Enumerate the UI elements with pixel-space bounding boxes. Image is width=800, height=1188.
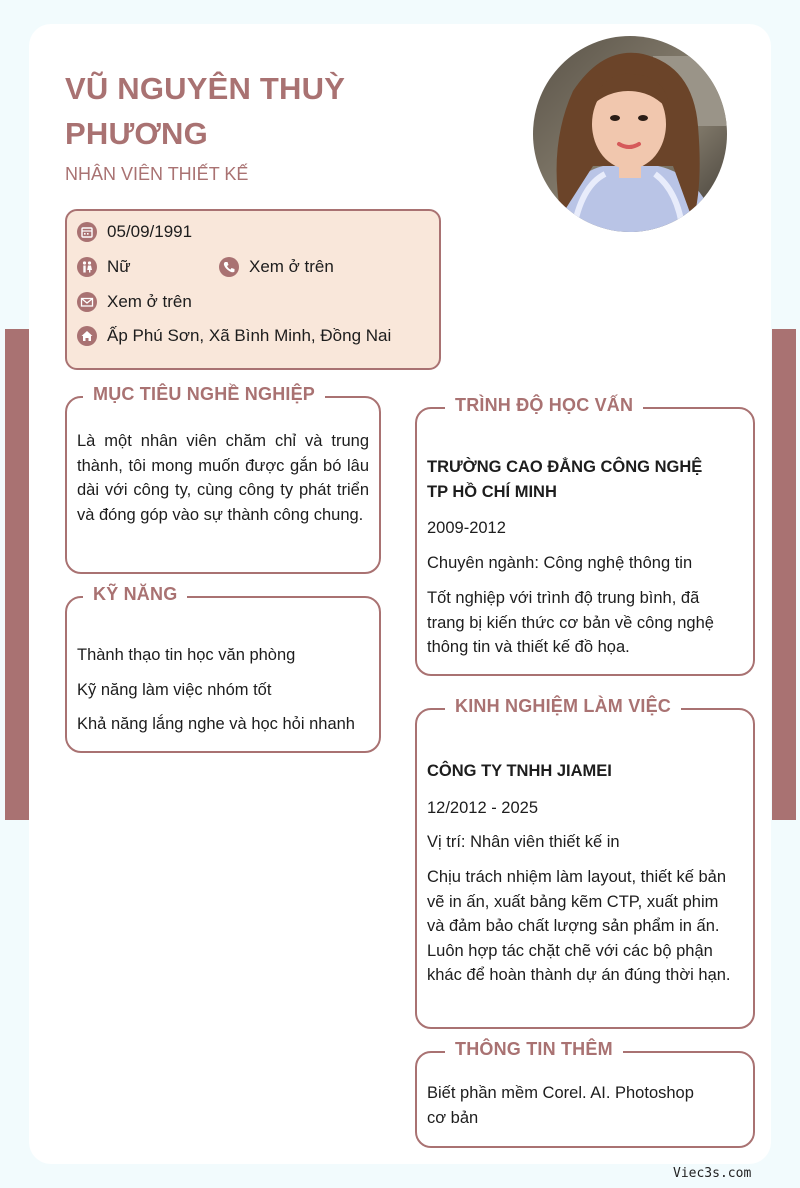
experience-position: Vị trí: Nhân viên thiết kế in [427,833,620,851]
skill-item: Kỹ năng làm việc nhóm tốt [77,681,272,699]
info-birthday [77,222,192,242]
candidate-name [65,66,465,156]
candidate-name-line1: VŨ NGUYÊN THUỲ [65,71,346,106]
info-address [77,326,391,346]
objective-title: MỤC TIÊU NGHỀ NGHIỆP [83,384,325,405]
candidate-name-line2: PHƯƠNG [65,116,208,151]
skill-item: Thành thạo tin học văn phòng [77,646,296,664]
education-major: Chuyên ngành: Công nghệ thông tin [427,554,693,572]
company-name: CÔNG TY TNHH JIAMEI [427,762,612,780]
gender-icon [77,257,97,277]
job-title: NHÂN VIÊN THIẾT KẾ [65,164,249,184]
home-icon [77,326,97,346]
avatar [533,36,727,232]
address-value: Ấp Phú Sơn, Xã Bình Minh, Đồng Nai [107,326,392,345]
gender-value: Nữ [107,257,131,276]
experience-period: 12/2012 - 2025 [427,799,539,817]
extra-info-title: THÔNG TIN THÊM [445,1039,623,1060]
envelope-icon [77,292,97,312]
calendar-icon [77,222,97,242]
decorative-band-left [5,329,29,820]
email-value: Xem ở trên [107,292,192,311]
objective-text: Là một nhân viên chăm chỉ và trung thành, tôi mong muốn được gắn bó lâu dài với công ty, cùng công ty phát triển và đóng góp vào sự thành công chung. [77,432,369,524]
experience-title: KINH NGHIỆM LÀM VIỆC [445,696,681,717]
phone-icon [219,257,239,277]
education-title: TRÌNH ĐỘ HỌC VẤN [445,395,643,416]
info-phone [219,257,334,277]
education-description: Tốt nghiệp với trình độ trung bình, đã trang bị kiến thức cơ bản về công nghệ thông tin và thiết kế đồ họa. [427,589,714,656]
extra-info-text: Biết phần mềm Corel. AI. Photoshop cơ bản [427,1084,694,1127]
info-gender [77,257,131,277]
watermark: Viec3s.com [673,1166,752,1181]
education-years: 2009-2012 [427,519,506,537]
phone-value: Xem ở trên [249,257,334,276]
school-name: TRƯỜNG CAO ĐẲNG CÔNG NGHỆ TP HỒ CHÍ MINH [427,458,703,501]
info-email [77,292,192,312]
skill-item: Khả năng lắng nghe và học hỏi nhanh [77,715,355,733]
decorative-band-right [772,329,796,820]
skills-title: KỸ NĂNG [83,584,187,605]
birthday-value: 05/09/1991 [107,222,193,241]
experience-description: Chịu trách nhiệm làm layout, thiết kế bản vẽ in ấn, xuất bảng kẽm CTP, xuất phim và đảm bảo chất lượng sản phẩm in ấn. Luôn hợp tác chặt chẽ với các bộ phận khác để hoàn thành dự án đúng thời hạn. [427,868,731,984]
